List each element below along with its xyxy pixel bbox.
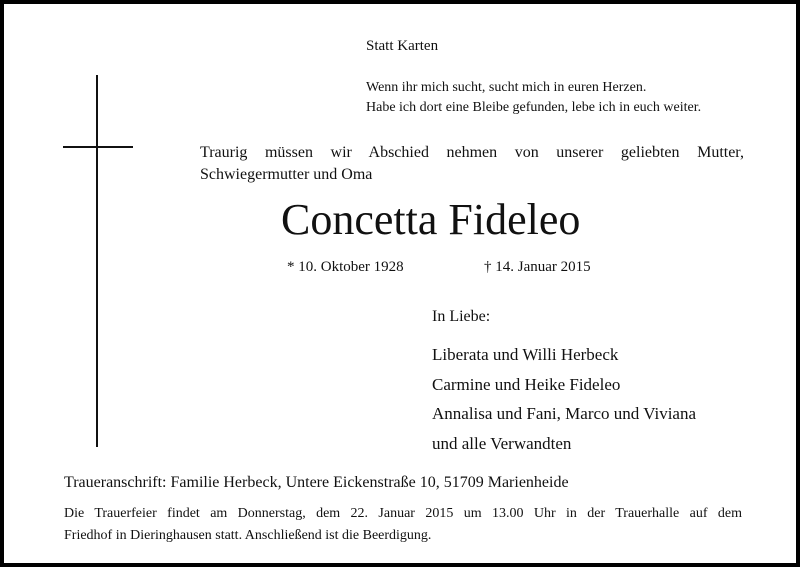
cross-vertical-bar <box>96 75 98 447</box>
intro-line-2: Schwiegermutter und Oma <box>200 166 373 183</box>
birth-date: * 10. Oktober 1928 <box>287 259 404 275</box>
cross-horizontal-bar <box>63 146 133 148</box>
ceremony-line-1: Die Trauerfeier findet am Donnerstag, dem 22. Januar 2015 um 13.00 Uhr in der Trauerhalle auf dem <box>64 506 742 521</box>
ceremony-info <box>64 503 742 547</box>
family-member: Annalisa und Fani, Marco und Viviana <box>432 404 697 423</box>
mourning-address: Traueranschrift: Familie Herbeck, Untere Eickenstraße 10, 51709 Marienheide <box>64 474 569 491</box>
intro-text <box>200 142 744 186</box>
header-statt-karten: Statt Karten <box>366 38 439 54</box>
ceremony-line-2: Friedhof in Dieringhausen statt. Anschließend ist die Beerdigung. <box>64 528 432 543</box>
motto-line-2: Habe ich dort eine Bleibe gefunden, lebe ich in euch weiter. <box>366 100 702 115</box>
intro-line-1: Traurig müssen wir Abschied nehmen von unserer geliebten Mutter, <box>200 144 744 161</box>
family-list <box>432 340 696 458</box>
death-date: † 14. Januar 2015 <box>484 259 591 275</box>
deceased-name: Concetta Fideleo <box>281 195 581 244</box>
family-member: und alle Verwandten <box>432 433 572 453</box>
family-member: Carmine und Heike Fideleo <box>432 374 621 394</box>
in-love-label: In Liebe: <box>432 308 491 325</box>
family-member: Liberata und Willi Herbeck <box>432 345 619 364</box>
motto-line-1: Wenn ihr mich sucht, sucht mich in euren Herzen. <box>366 80 647 95</box>
